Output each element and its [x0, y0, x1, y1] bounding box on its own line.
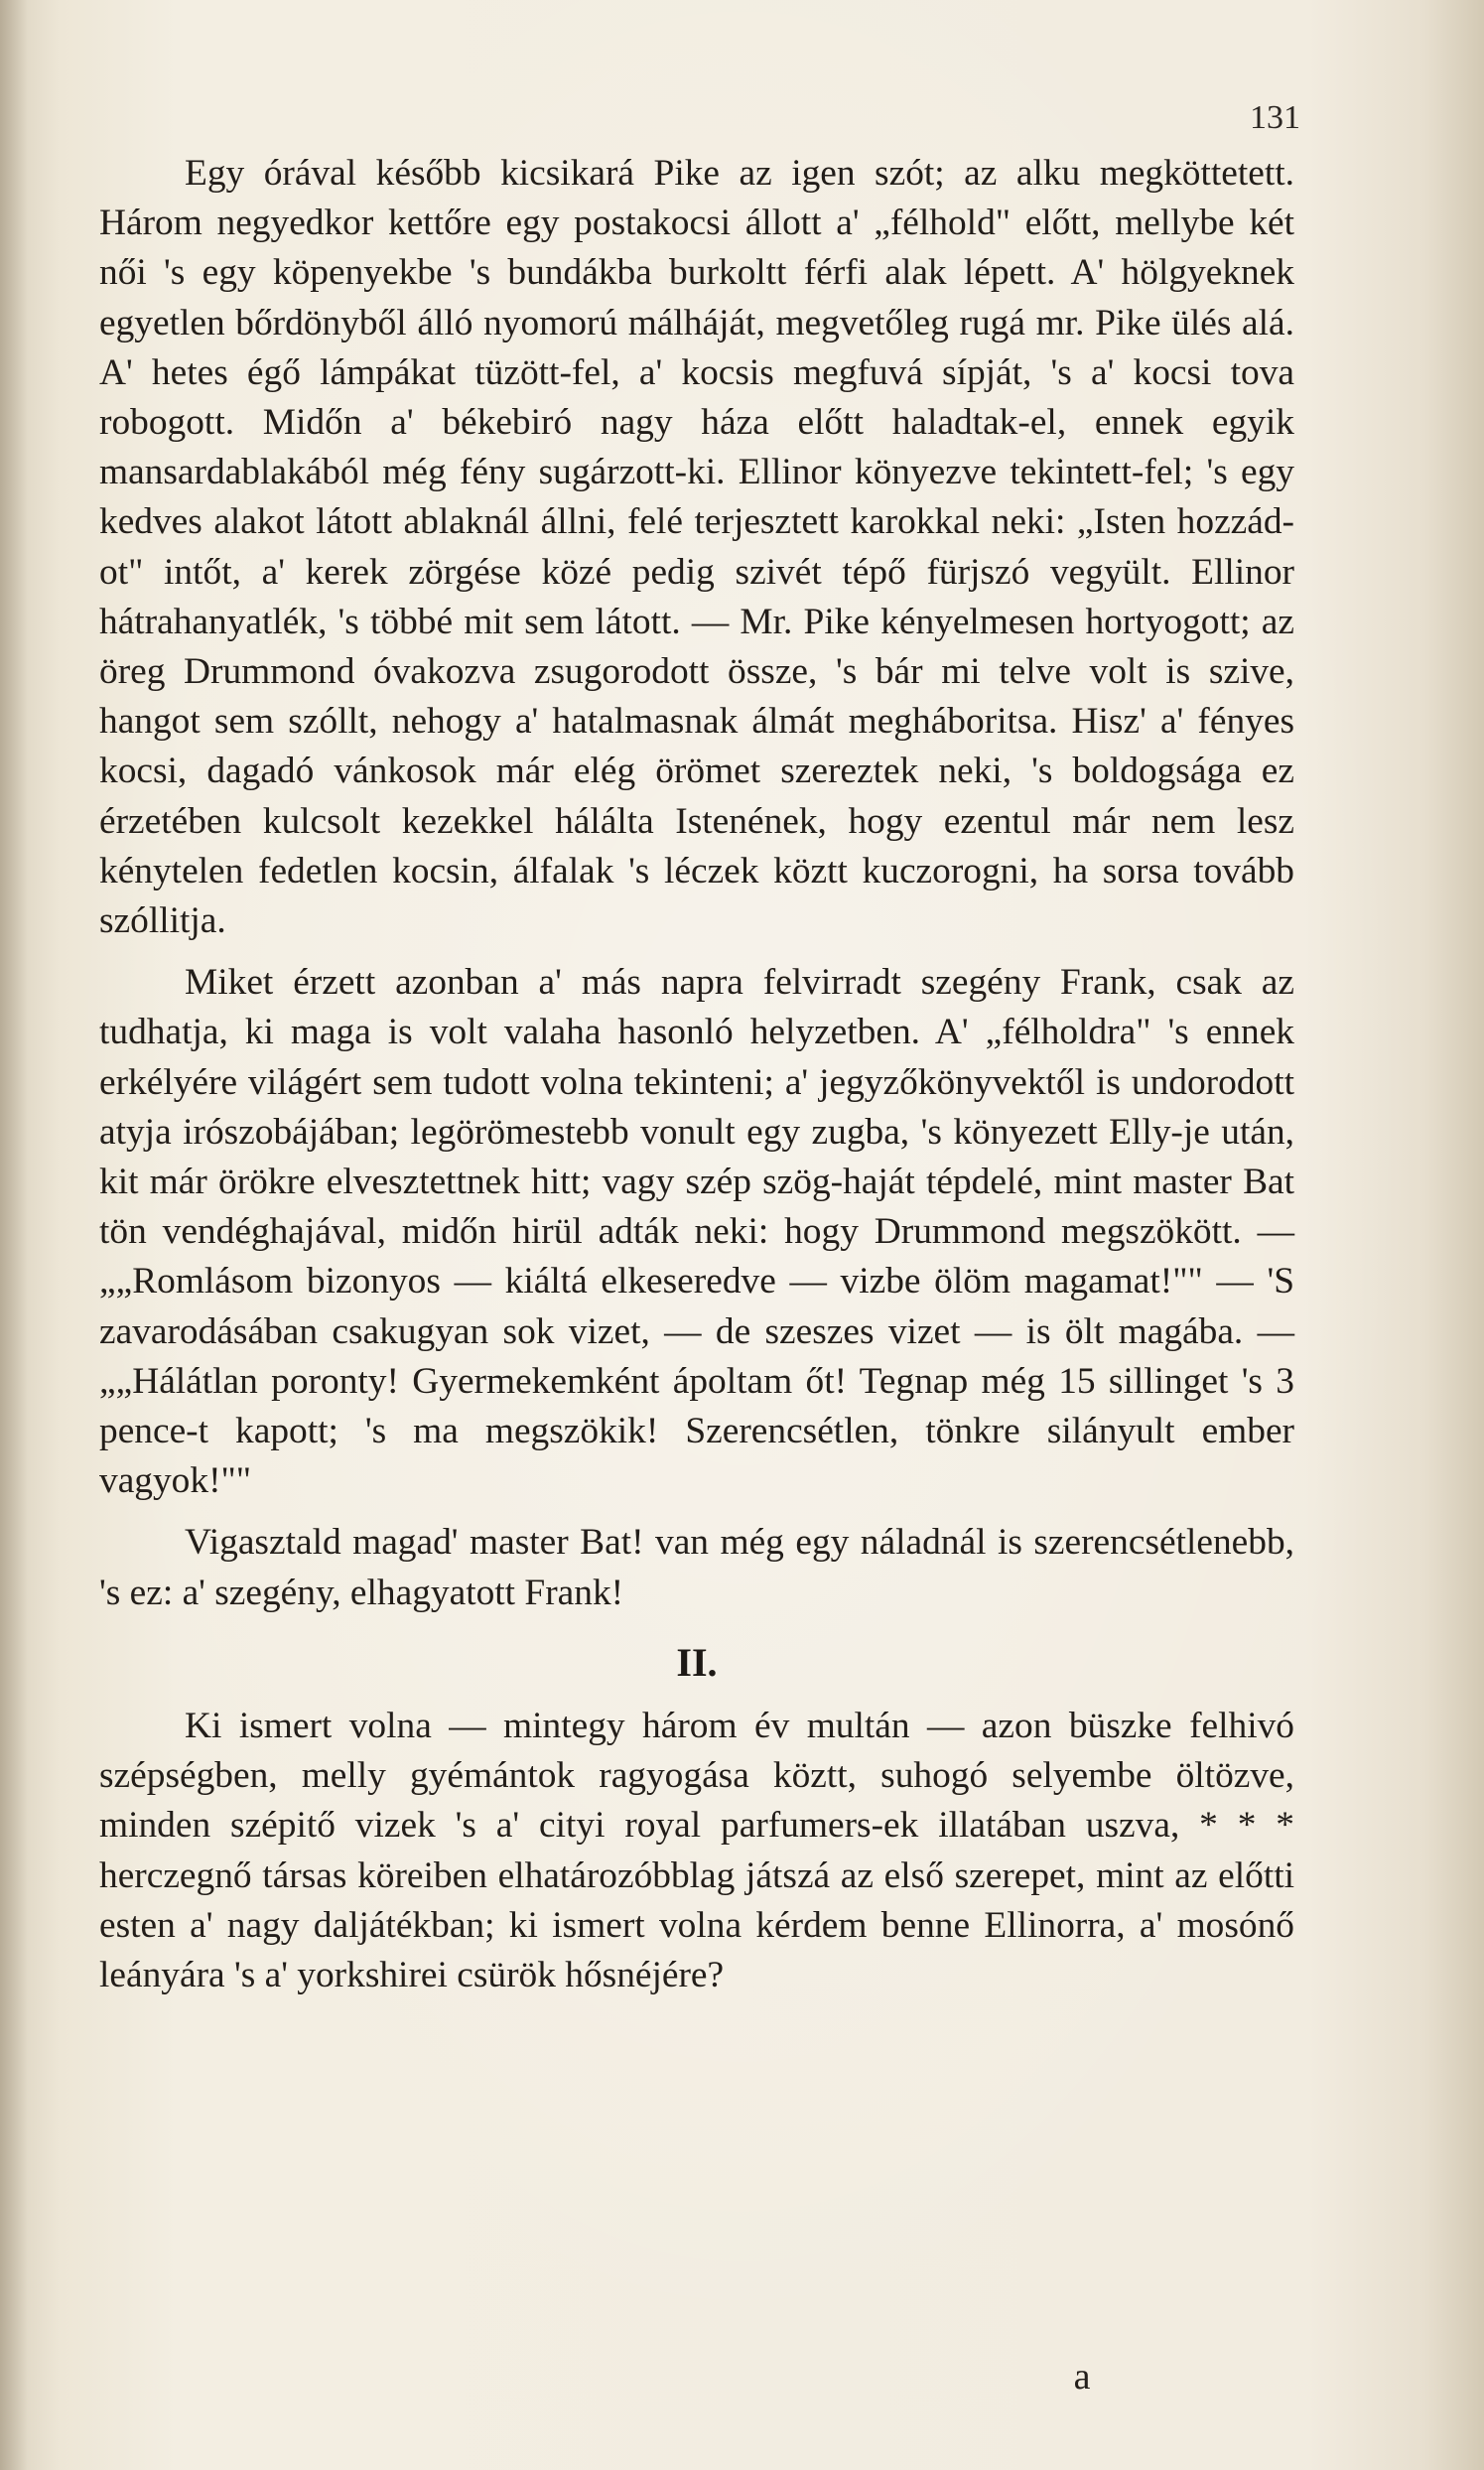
paragraph-3: Vigasztald magad' master Bat! van még egy náladnál is szerencsétlenebb, 's ez: a' szegény, elhagyatott Frank! — [99, 1522, 1294, 1613]
catchword: a — [1073, 2356, 1091, 2398]
paragraph-1: Egy órával később kicsikará Pike az igen szót; az alku megköttetett. Három negyedkor kettőre egy postakocsi állott a' „félhold" előtt, mellybe két női 's egy köpenyekbe 's bundákba burkoltt férfi alak lépett. A' hölgyeknek egyetlen bőrdönyből álló nyomorú málháját, megvetőleg rugá mr. Pike ülés alá. A' hetes égő lámpákat tüzött-fel, a' kocsis megfuvá sípját, 's a' kocsi tova robogott. Midőn a' békebiró nagy háza előtt haladtak-el, ennek egyik mansardablakából még fény sugárzott-ki. Ellinor könyezve tekintett-fel; 's egy kedves alakot látott ablaknál állni, felé terjesztett karokkal neki: „Isten hozzád-ot" intőt, a' kerek zörgése közé pedig szivét tépő fürjszó vegyült. Ellinor hátrahanyatlék, 's többé mit sem látott. — Mr. Pike kényelmesen hortyogott; az öreg Drummond óvakozva zsugorodott össze, 's bár mi telve volt is szive, hangot sem szóllt, nehogy a' hatalmasnak álmát megháboritsa. Hisz' a' fényes kocsi, dagadó vánkosok már elég örömet szereztek neki, 's boldogsága ez érzetében kulcsolt kezekkel hálálta Istenének, hogy ezentul már nem lesz kénytelen fedetlen kocsin, álfalak 's léczek köztt kuczorogni, ha sorsa tovább szóllitja. — [99, 153, 1294, 942]
binding-shadow — [0, 0, 28, 2470]
page-number: 131 — [1250, 99, 1300, 136]
section-paragraph-1: Ki ismert volna — mintegy három év multán — azon büszke felhivó szépségben, melly gyémántok ragyogása köztt, suhogó selyembe öltözve, minden szépitő vizek 's a' cityi royal parfumers-ek illatában uszva, * * * herczegnő társas köreiben elhatározóbblag játszá az első szerepet, mint az előtti esten a' nagy daljátékban; ki ismert volna kérdem benne Ellinorra, a' mosónő leányára 's a' yorkshirei csürök hősnéjére? — [99, 1705, 1294, 1995]
section-heading: II. — [676, 1639, 718, 1685]
body-text — [99, 149, 1294, 2012]
paragraph-2: Miket érzett azonban a' más napra felvirradt szegény Frank, csak az tudhatja, ki maga is volt valaha hasonló helyzetben. A' „félholdra" 's ennek erkélyére világért sem tudott volna tekinteni; a' jegyzőkönyvektől is undorodott atyja irószobájában; legörömestebb vonult egy zugba, 's könyezett Elly-je után, kit már örökre elvesztettnek hitt; vagy szép szög-haját tépdelé, mint master Bat tön vendéghajával, midőn hirül adták neki: hogy Drummond megszökött. — „„Romlásom bizonyos — kiáltá elkeseredve — vizbe ölöm magamat!"" — 'S zavarodásában csakugyan sok vizet, — de szeszes vizet — is ölt magába. — „„Hálátlan poronty! Gyermekemként ápoltam őt! Tegnap még 15 sillinget 's 3 pence-t kapott; 's ma megszökik! Szerencsétlen, tönkre silányult ember vagyok!"" — [99, 962, 1294, 1502]
